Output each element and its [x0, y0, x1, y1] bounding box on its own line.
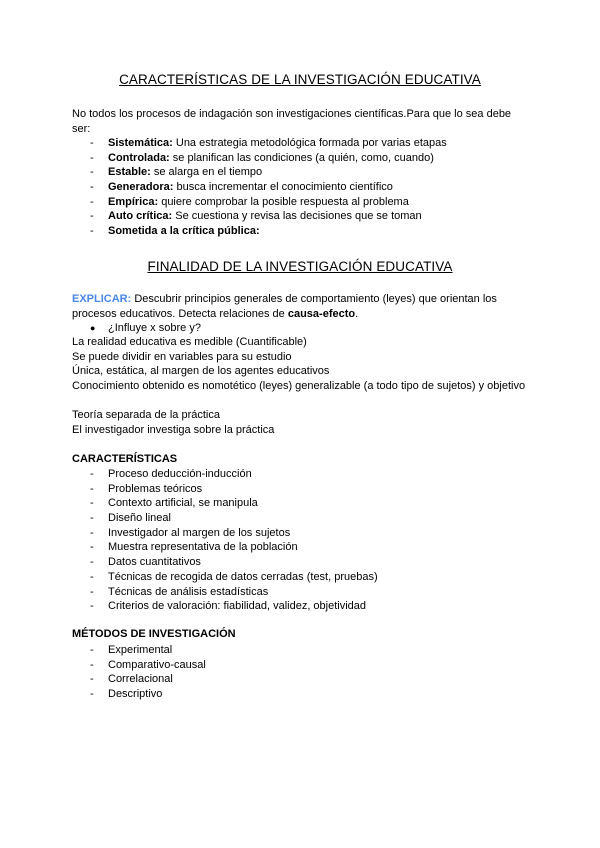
explicar-paragraph: [72, 292, 528, 321]
list-item: - Contexto artificial, se manipula: [72, 496, 528, 511]
list-item: - Proceso deducción-inducción: [72, 467, 528, 482]
feature-desc: busca incrementar el conocimiento científico: [173, 181, 393, 194]
list-item: - Correlacional: [72, 672, 528, 687]
explicar-label: EXPLICAR:: [72, 293, 132, 305]
list-item: [72, 209, 528, 224]
feature-desc: se planifican las condiciones (a quién, como, cuando): [169, 151, 434, 164]
explicar-bold: causa-efecto: [287, 307, 356, 320]
methods-list: [72, 643, 528, 702]
methods-heading: MÉTODOS DE INVESTIGACIÓN: [72, 628, 236, 640]
feature-term: Auto crítica:: [108, 210, 173, 223]
line-4: Conocimiento obtenido es nomotético (leyes) generalizable (a todo tipo de sujetos) y objetivo: [72, 380, 526, 392]
list-item: - Criterios de valoración: fiabilidad, validez, objetividad: [72, 599, 528, 614]
line-2: Se puede dividir en variables para su estudio: [72, 351, 292, 363]
list-item: - Investigador al margen de los sujetos: [72, 526, 528, 541]
feature-term: Sometida a la crítica pública:: [108, 225, 260, 238]
list-item: - Datos cuantitativos: [72, 555, 528, 570]
intro-paragraph: No todos los procesos de indagación son investigaciones científicas.Para que lo sea debe ser:: [72, 108, 512, 135]
characteristics-list: [72, 467, 528, 614]
page-title: CARACTERÍSTICAS DE LA INVESTIGACIÓN EDUCATIVA: [119, 72, 481, 87]
list-item: [72, 180, 528, 195]
list-item: [72, 136, 528, 151]
line-1: La realidad educativa es medible (Cuantificable): [72, 336, 307, 348]
list-item: [72, 151, 528, 166]
feature-desc: Una estrategia metodológica formada por varias etapas: [172, 137, 447, 149]
bullet-dot-icon: ●: [90, 323, 96, 333]
line-6: El investigador investiga sobre la práctica: [72, 424, 275, 436]
line-5: Teoría separada de la práctica: [72, 409, 220, 421]
list-item: - Técnicas de análisis estadísticas: [72, 585, 528, 600]
section-title-finalidad: FINALIDAD DE LA INVESTIGACIÓN EDUCATIVA: [147, 259, 453, 274]
features-list: [72, 136, 528, 239]
list-item: - Muestra representativa de la población: [72, 540, 528, 555]
feature-term: Estable:: [108, 166, 151, 179]
characteristics-heading: CARACTERÍSTICAS: [72, 453, 178, 465]
feature-term: Empírica:: [108, 195, 159, 208]
bullet-item: [72, 321, 528, 336]
bullet-text: ¿Influye x sobre y?: [108, 322, 201, 334]
line-3: Única, estática, al margen de los agentes educativos: [72, 365, 330, 377]
feature-term: Generadora:: [108, 181, 174, 194]
list-item: - Descriptivo: [72, 687, 528, 702]
list-item: [72, 224, 528, 239]
feature-desc: quiere comprobar la posible respuesta al problema: [158, 195, 409, 208]
list-item: [72, 195, 528, 210]
list-item: - Diseño lineal: [72, 511, 528, 526]
feature-term: Controlada:: [108, 151, 170, 164]
feature-term: Sistemática:: [108, 137, 173, 149]
list-item: - Técnicas de recogida de datos cerradas (test, pruebas): [72, 570, 528, 585]
feature-desc: se alarga en el tiempo: [150, 166, 263, 179]
list-item: - Problemas teóricos: [72, 482, 528, 497]
list-item: - Comparativo-causal: [72, 658, 528, 673]
explicar-text: Descubrir principios generales de comportamiento (leyes) que orientan los procesos educativos. Detecta relaciones de: [72, 293, 497, 320]
feature-desc: Se cuestiona y revisa las decisiones que se toman: [172, 210, 422, 223]
explicar-end: .: [355, 307, 359, 320]
list-item: - Experimental: [72, 643, 528, 658]
list-item: [72, 165, 528, 180]
